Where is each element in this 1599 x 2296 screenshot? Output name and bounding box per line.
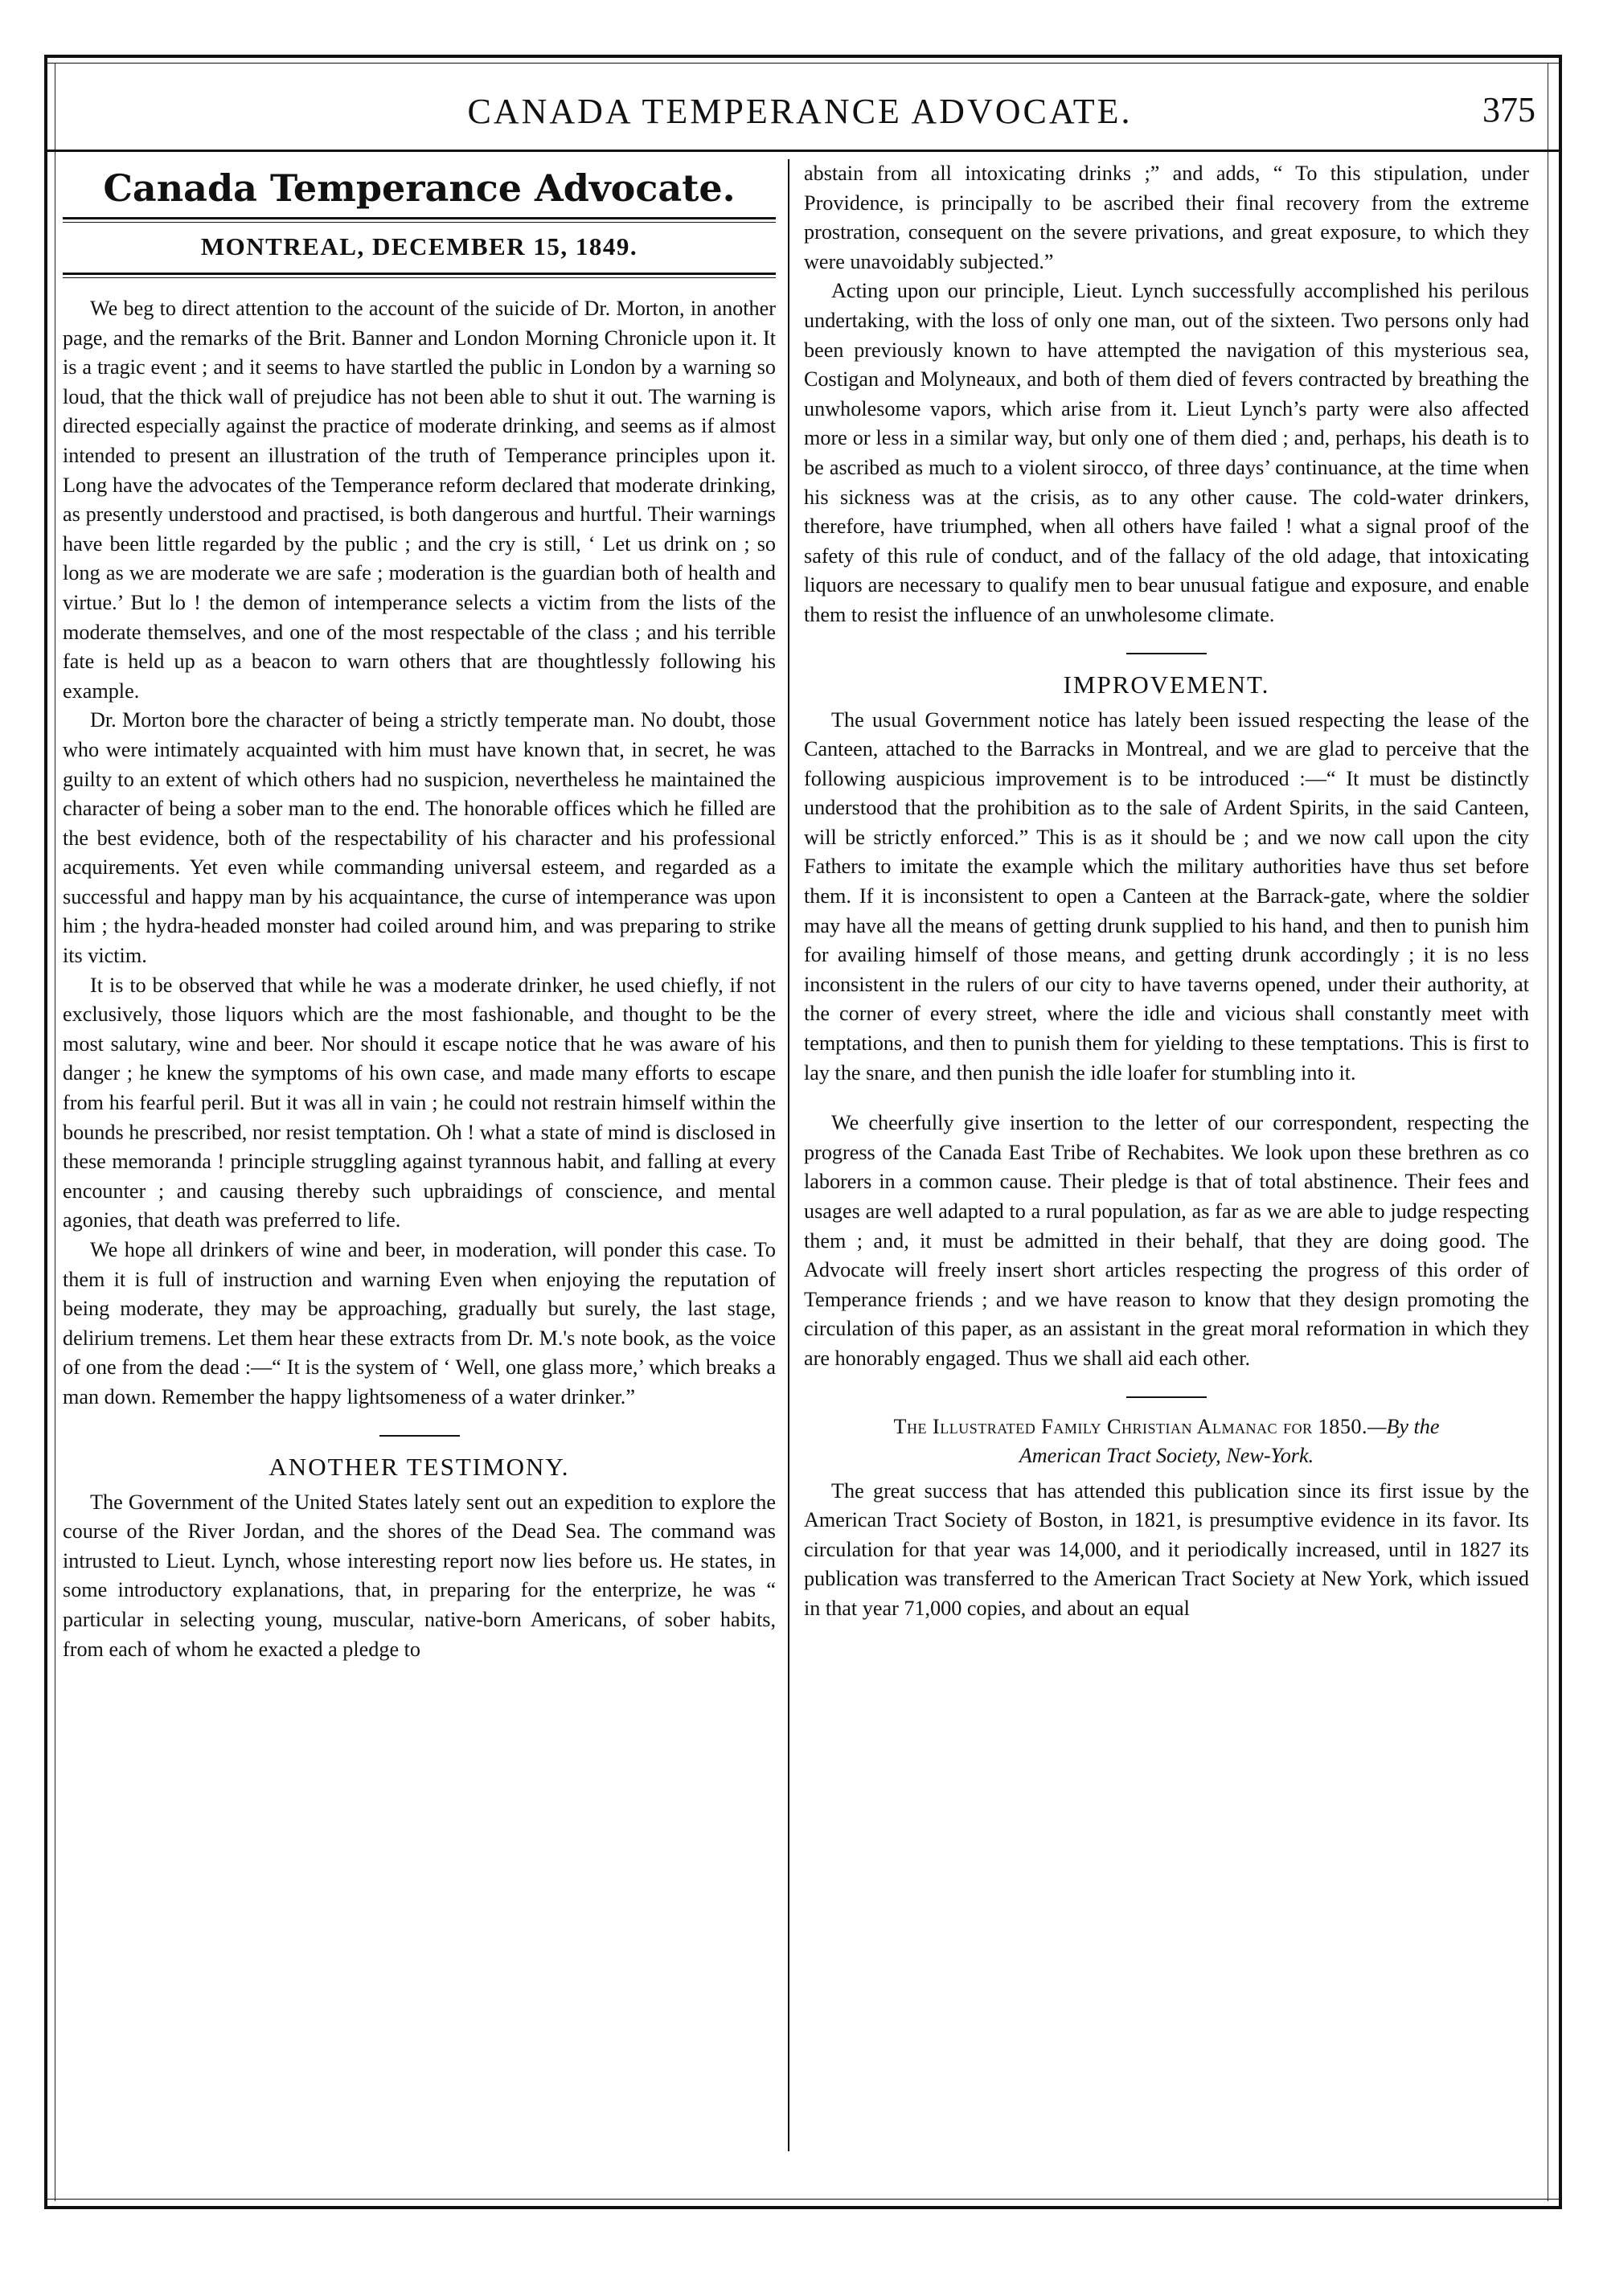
dateline: MONTREAL, DECEMBER 15, 1849.: [200, 232, 638, 260]
section-heading: IMPROVEMENT.: [1063, 670, 1270, 699]
section-heading: ANOTHER TESTIMONY.: [269, 1452, 570, 1481]
article-paragraph: Dr. Morton bore the character of being a strictly temperate man. No doubt, those who were intimately acquainted with him must have known that, in secret, he was guilty to an extent of which others had no suspicion, nevertheless he maintained the character of being a sober man to the end. The honorable offices which he filled are the best evidence, both of the respectability of his character and his professional acquirements. Yet even while commanding universal esteem, and regarded as a successful and happy man by his acquaintance, the curse of intemperance was upon him ; the hydra-headed monster had coiled around him, and was preparing to strike its victim.: [63, 708, 776, 968]
article-paragraph: It is to be observed that while he was a moderate drinker, he used chiefly, if not exclusively, those liquors which are the most fashionable, and thought to be the most salutary, wine and beer. Nor should it escape notice that he was aware of his danger ; he knew the symptoms of his own case, and made many efforts to escape from his fearful peril. But it was all in vain ; he could not restrain himself within the bounds he prescribed, nor resist temptation. Oh ! what a state of mind is disclosed in these memoranda ! principle struggling against tyrannous habit, and falling at every encounter ; and causing thereby such upbraidings of conscience, and mental agonies, that death was preferred to life.: [63, 973, 776, 1232]
article-paragraph: We beg to direct attention to the account of the suicide of Dr. Morton, in another page, and the remarks of the Brit. Banner and London Morning Chronicle upon it. It is a tragic event ; and it seems to have startled the public in London by a warning so loud, that the thick wall of prejudice has not been able to shut it out. The warning is directed especially against the practice of moderate drinking, and seems as if almost intended to present an illustration of the truth of Temperance principles upon it. Long have the advocates of the Temperance reform declared that moderate drinking, as presently understood and practised, is both dangerous and hurtful. Their warnings have been little regarded by the public ; and the cry is still, ‘ Let us drink on ; so long as we are moderate we are safe ; moderation is the guardian both of health and virtue.’ But lo ! the demon of intemperance selects a victim from the lists of the moderate themselves, and one of the most respectable of the class ; and his terrible fate is held up as a beacon to warn others that are thoughtlessly following his example.: [63, 297, 776, 703]
header-rule: [44, 150, 1562, 152]
article-paragraph: The Government of the United States lately sent out an expedition to explore the course of the River Jordan, and the shores of the Dead Sea. The command was intrusted to Lieut. Lynch, whose interesting report now lies before us. He states, in some introductory explanations, that, in preparing for the enterprize, he was “ particular in selecting young, muscular, native-born Americans, of sober habits, from each of whom he exacted a pledge to: [63, 1490, 776, 1661]
section-rule: [379, 1435, 460, 1437]
section-rule: [1126, 1396, 1207, 1398]
article-paragraph: Acting upon our principle, Lieut. Lynch successfully accomplished his perilous undertaking, with the loss of only one man, out of the sixteen. Two persons only had been previously known to have attempted the navigation of this mysterious sea, Costigan and Molyneaux, and both of them died of fevers contracted by breathing the unwholesome vapors, which arise from it. Lieut Lynch’s party were also affected more or less in a similar way, but only one of them died ; and, perhaps, his death is to be ascribed as much to a violent sirocco, of three days’ continuance, at the time when his sickness was at the crisis, as to any other cause. The cold-water drinkers, therefore, have triumphed, when all others have failed ! what a signal proof of the safety of this rule of conduct, and of the fallacy of the old adage, that intoxicating liquors are necessary to qualify men to bear unusual fatigue and exposure, and enable them to resist the influence of an unwholesome climate.: [804, 279, 1529, 626]
column-divider: [788, 159, 789, 2151]
left-column: [63, 159, 776, 2153]
bottom-rule-thin: [44, 2199, 1562, 2200]
article-paragraph: We cheerfully give insertion to the letter of our correspondent, respecting the progress of the Canada East Tribe of Rechabites. We look upon these brethren as co laborers in a common cause. Their pledge is that of total abstinence. Their fees and usages are well adapted to a rural population, as far as we are able to judge respecting them ; and, it must be admitted in their behalf, that they are doing good. The Advocate will freely insert short articles respecting the progress of this order of Temperance friends ; and we have reason to know that they design promoting the circulation of this paper, as an assistant in the great moral reformation in which they are honorably engaged. Thus we shall aid each other.: [804, 1111, 1529, 1370]
article-paragraph: The great success that has attended this publication since its first issue by the American Tract Society of Boston, in 1821, is presumptive evidence in its favor. Its circulation for that year was 14,000, and it periodically increased, until in 1827 its publication was transferred to the American Tract Society at New York, which issued in that year 71,000 copies, and about an equal: [804, 1478, 1529, 1620]
masthead: Canada Temperance Advocate.: [103, 166, 736, 210]
section-rule: [1126, 653, 1207, 654]
masthead-rule: [63, 217, 776, 223]
page-header: [56, 84, 1544, 149]
book-title-publisher: American Tract Society, New-York.: [1019, 1443, 1314, 1467]
article-paragraph: The usual Government notice has lately been issued respecting the lease of the Canteen, attached to the Barracks in Montreal, and we are glad to perceive that the following auspicious improvement is to be introduced :—“ It must be distinctly understood that the prohibition as to the sale of Ardent Spirits, in the said Canteen, will be strictly enforced.” This is as it should be ; and we now call upon the city Fathers to imitate the example which the military authorities have thus set before them. If it is inconsistent to open a Canteen at the Barrack-gate, where the soldier may have all the means of getting drunk supplied to his hand, and then to punish him for availing himself of those means, and getting drunk accordingly ; it is no less inconsistent in the rulers of our city to have taverns opened, under their authority, at the corner of every street, where the idle and vicious shall constantly meet with temptations, and then to punish them for yielding to these temptations. This is first to lay the snare, and then punish the idle loafer for stumbling into it.: [804, 707, 1529, 1084]
bottom-rule: [44, 2206, 1562, 2209]
page-number: 375: [1482, 90, 1535, 129]
running-title: CANADA TEMPERANCE ADVOCATE.: [467, 92, 1133, 131]
right-column: [804, 159, 1529, 2153]
top-rule-thin: [44, 63, 1562, 64]
article-paragraph: abstain from all intoxicating drinks ;” and adds, “ To this stipulation, under Providence, is principally to be ascribed their final recovery from the extreme prostration, consequent on the severe privations, and great exposure, to which they were unavoidably subjected.”: [804, 162, 1529, 273]
top-rule: [44, 55, 1562, 58]
book-title-name: The Illustrated Family Christian Almanac for 1850.: [893, 1414, 1368, 1438]
book-title-by: —By the: [1367, 1414, 1440, 1438]
dateline-rule: [63, 273, 776, 278]
book-title: [804, 1412, 1529, 1470]
article-paragraph: We hope all drinkers of wine and beer, in moderation, will ponder this case. To them it is full of instruction and warning Even when enjoying the reputation of being moderate, they may be approaching, gradually but surely, the last stage, delirium tremens. Let them hear these extracts from Dr. M.'s note book, as the voice of one from the dead :—“ It is the system of ‘ Well, one glass more,’ which breaks a man down. Remember the happy lightsomeness of a water drinker.”: [63, 1238, 776, 1408]
